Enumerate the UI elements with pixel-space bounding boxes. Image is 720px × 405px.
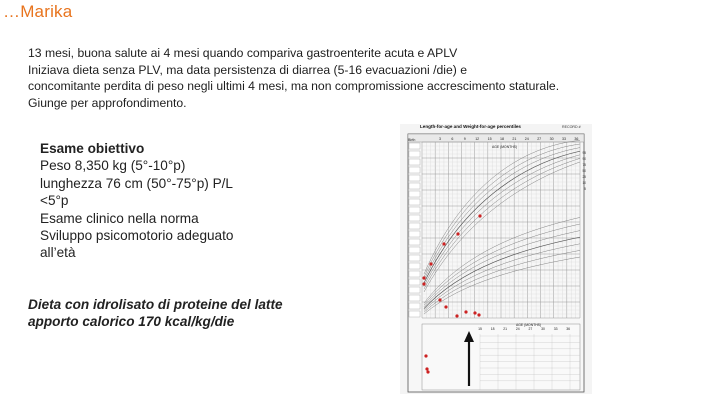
month-tick-label: 6 <box>451 137 454 141</box>
length-measurement-point <box>442 242 445 245</box>
month-tick-label: 18 <box>490 327 495 331</box>
scale-box <box>409 311 420 317</box>
growth-chart-age-label-top: AGE (MONTHS) <box>492 145 518 149</box>
month-tick-label: 15 <box>487 137 492 141</box>
month-tick-label: 36 <box>574 137 579 141</box>
diet-line: Dieta con idrolisato di proteine del latte <box>28 297 283 312</box>
scale-box <box>409 159 420 165</box>
lower-measurement-point <box>426 370 429 373</box>
length-measurement-point <box>478 214 481 217</box>
month-tick-label: 27 <box>537 137 542 141</box>
month-tick-label: 24 <box>515 327 520 331</box>
percentile-label: 25 <box>582 175 586 179</box>
length-measurement-point <box>422 276 425 279</box>
weight-measurement-point <box>444 305 447 308</box>
month-tick-label: 33 <box>553 327 558 331</box>
lower-measurement-point <box>424 354 427 357</box>
exam-line: lunghezza 76 cm (50°-75°p) P/L <box>40 175 233 191</box>
scale-box <box>409 295 420 301</box>
month-tick-label: 27 <box>528 327 533 331</box>
exam-heading: Esame obiettivo <box>40 141 145 156</box>
length-measurement-point <box>456 232 459 235</box>
scale-box <box>409 183 420 189</box>
growth-chart-image <box>400 124 592 394</box>
scale-box <box>409 143 420 149</box>
scale-box <box>409 287 420 293</box>
weight-measurement-point <box>422 282 425 285</box>
diet-info <box>28 296 358 331</box>
month-tick-label: 15 <box>478 327 482 331</box>
growth-chart-birth-label: Birth <box>408 138 416 142</box>
percentile-label: 95 <box>582 151 586 155</box>
scale-box <box>409 271 420 277</box>
history-line: concomitante perdita di peso negli ultimi 4 mesi, ma non compromissione accrescimento staturale. <box>28 79 560 93</box>
chart-header-band <box>408 134 584 142</box>
exam-line: Peso 8,350 kg (5°-10°p) <box>40 158 186 174</box>
length-measurement-point <box>429 262 432 265</box>
scale-box <box>409 167 420 173</box>
scale-box <box>409 255 420 261</box>
scale-box <box>409 199 420 205</box>
month-tick-label: 3 <box>439 137 441 141</box>
month-tick-label: 12 <box>475 137 480 141</box>
history-line: Giunge per approfondimento. <box>28 95 187 110</box>
physical-exam <box>40 140 300 262</box>
scale-box <box>409 151 420 157</box>
chart-lower-panel <box>422 324 580 390</box>
scale-box <box>409 191 420 197</box>
slide-title: …Marika <box>3 2 73 21</box>
scale-box <box>409 175 420 181</box>
month-tick-label: 30 <box>549 137 554 141</box>
lower-measurement-point <box>425 367 428 370</box>
weight-measurement-point <box>477 313 480 316</box>
percentile-label: 10 <box>582 181 586 185</box>
growth-chart-age-label-bottom: AGE (MONTHS) <box>516 323 542 327</box>
exam-line: all’età <box>40 245 76 261</box>
scale-box <box>409 207 420 213</box>
growth-chart-graphic <box>400 124 592 394</box>
growth-chart-title: Length-for-age and Weight-for-age percentiles <box>420 124 521 129</box>
exam-line: Sviluppo psicomotorio adeguato <box>40 228 234 244</box>
scale-box <box>409 231 420 237</box>
scale-box <box>409 303 420 309</box>
percentile-label: 75 <box>582 163 586 167</box>
weight-measurement-point <box>464 310 467 313</box>
percentile-label: 50 <box>582 169 586 173</box>
month-tick-label: 36 <box>566 327 571 331</box>
month-tick-label: 30 <box>541 327 545 331</box>
diet-line: apporto calorico 170 kcal/kg/die <box>28 314 235 330</box>
month-tick-label: 33 <box>562 137 566 141</box>
percentile-label: 90 <box>582 157 586 161</box>
patient-history <box>28 45 688 111</box>
scale-box <box>409 215 420 221</box>
weight-measurement-point <box>473 311 476 314</box>
scale-box <box>409 239 420 245</box>
month-tick-label: 9 <box>463 137 466 141</box>
history-line: Iniziava dieta senza PLV, ma data persistenza di diarrea (5-16 evacuazioni /die) e <box>28 62 468 77</box>
growth-chart-record: RECORD # <box>562 125 581 129</box>
scale-box <box>409 263 420 269</box>
exam-line: Esame clinico nella norma <box>40 210 199 226</box>
scale-box <box>409 223 420 229</box>
history-line: 13 mesi, buona salute ai 4 mesi quando compariva gastroenterite acuta e APLV <box>28 46 458 60</box>
weight-measurement-point <box>438 298 441 301</box>
month-tick-label: 21 <box>503 327 508 331</box>
scale-box <box>409 279 420 285</box>
month-tick-label: 21 <box>512 137 517 141</box>
month-tick-label: 24 <box>524 137 529 141</box>
month-tick-label: 18 <box>500 137 504 141</box>
weight-measurement-point <box>455 314 458 317</box>
percentile-label: 5 <box>584 187 586 191</box>
scale-box <box>409 247 420 253</box>
exam-line: <5°p <box>40 193 69 209</box>
